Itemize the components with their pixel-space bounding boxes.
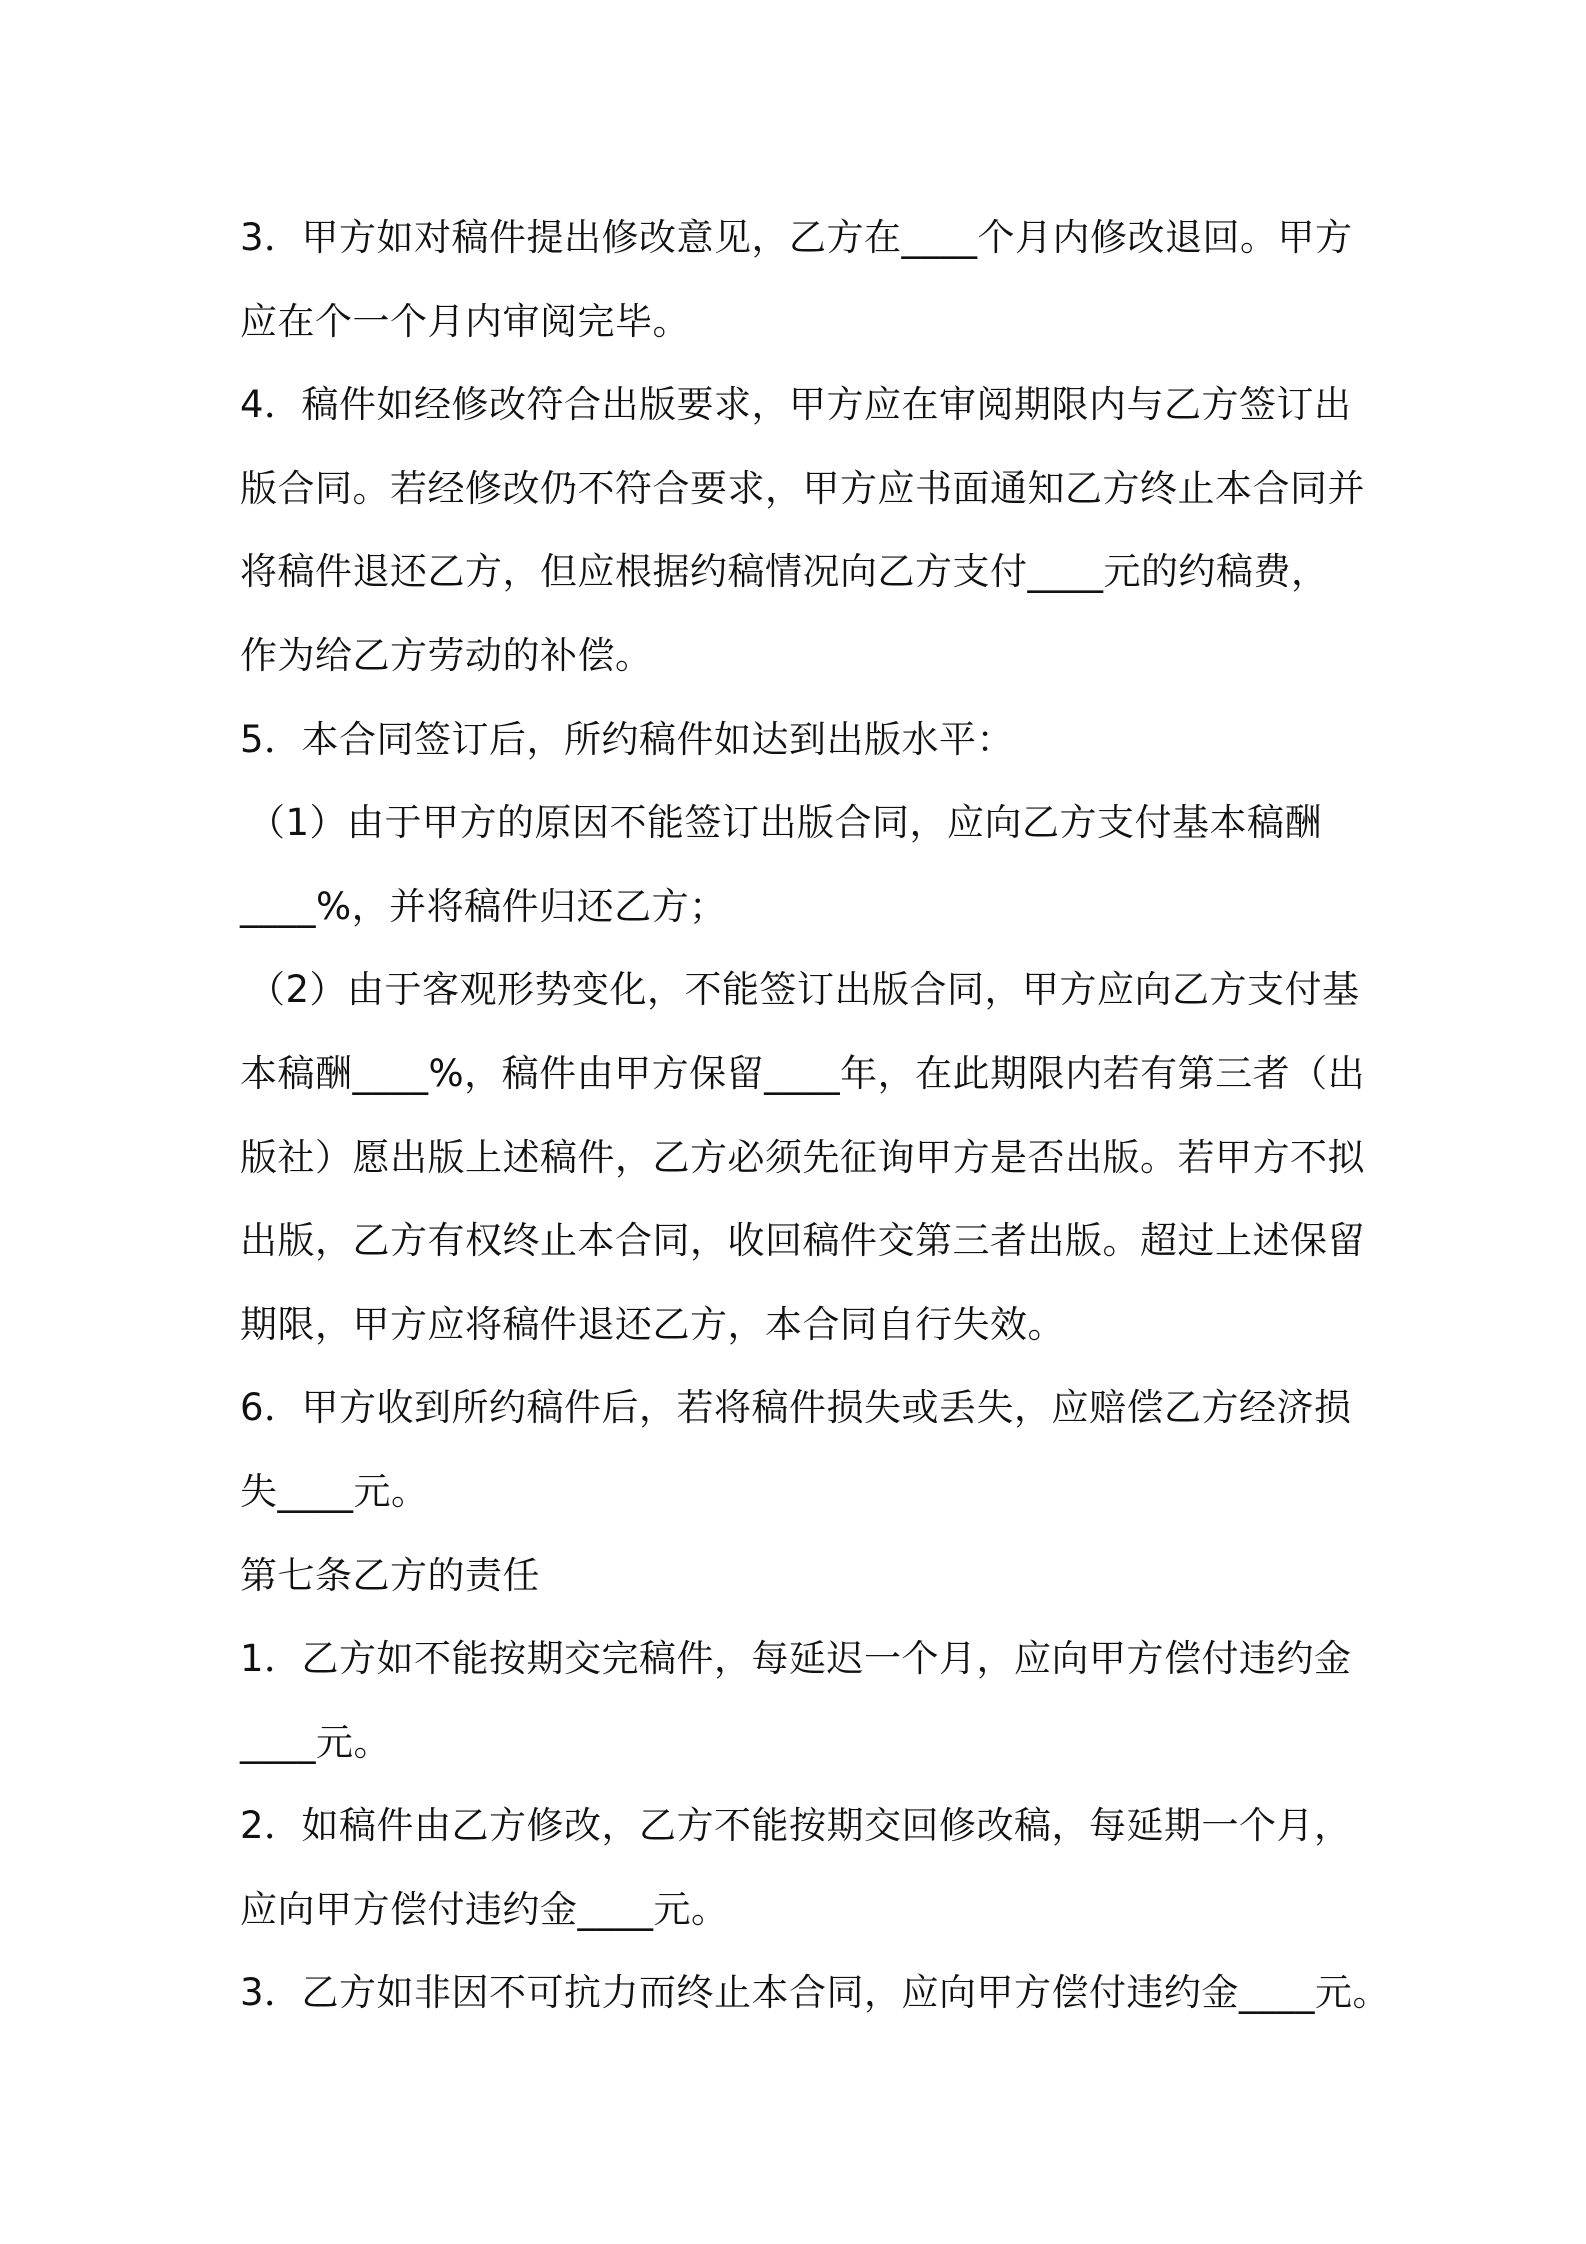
- article-7-heading: 第七条乙方的责任: [240, 1553, 540, 1597]
- clause-3-line-2: 应在个一个月内审阅完毕。: [240, 299, 690, 343]
- clause-4-line-1: 4．稿件如经修改符合出版要求，甲方应在审阅期限内与乙方签订出: [240, 383, 1352, 427]
- article-7-clause-1-line-2: ____元。: [240, 1720, 391, 1764]
- clause-5-item-1-line-1: （1）由于甲方的原因不能签订出版合同，应向乙方支付基本稿酬: [248, 801, 1323, 845]
- article-7-clause-3-line-1: 3．乙方如非因不可抗力而终止本合同，应向甲方偿付违约金____元。: [240, 1971, 1391, 2015]
- clause-5-item-2-line-1: （2）由于客观形势变化，不能签订出版合同，甲方应向乙方支付基: [248, 968, 1360, 1012]
- clause-4-line-3: 将稿件退还乙方，但应根据约稿情况向乙方支付____元的约稿费，: [240, 550, 1329, 594]
- clause-3-line-1: 3．甲方如对稿件提出修改意见，乙方在____个月内修改退回。甲方: [240, 216, 1353, 259]
- clause-5-item-2-line-3: 版社）愿出版上述稿件，乙方必须先征询甲方是否出版。若甲方不拟: [240, 1135, 1365, 1179]
- clause-4-line-2: 版合同。若经修改仍不符合要求，甲方应书面通知乙方终止本合同并: [240, 466, 1365, 510]
- clause-5-item-2-line-5: 期限，甲方应将稿件退还乙方，本合同自行失效。: [240, 1302, 1065, 1346]
- clause-5-item-2-line-2: 本稿酬____%，稿件由甲方保留____年，在此期限内若有第三者（出: [240, 1051, 1366, 1095]
- article-7-clause-2-line-2: 应向甲方偿付违约金____元。: [240, 1887, 729, 1931]
- clause-5-item-2-line-4: 出版，乙方有权终止本合同，收回稿件交第三者出版。超过上述保留: [240, 1219, 1365, 1263]
- clause-5-item-1-line-2: ____%，并将稿件归还乙方；: [240, 884, 727, 928]
- article-7-clause-1-line-1: 1．乙方如不能按期交完稿件，每延迟一个月，应向甲方偿付违约金: [240, 1637, 1352, 1681]
- article-7-clause-2-line-1: 2．如稿件由乙方修改，乙方不能按期交回修改稿，每延期一个月，: [240, 1804, 1352, 1848]
- document-body: [240, 196, 1391, 2035]
- clause-6-line-2: 失____元。: [240, 1469, 429, 1513]
- clause-5-line-1: 5．本合同签订后，所约稿件如达到出版水平：: [240, 717, 1015, 761]
- clause-4-line-4: 作为给乙方劳动的补偿。: [240, 633, 653, 677]
- clause-6-line-1: 6．甲方收到所约稿件后，若将稿件损失或丢失，应赔偿乙方经济损: [240, 1386, 1352, 1430]
